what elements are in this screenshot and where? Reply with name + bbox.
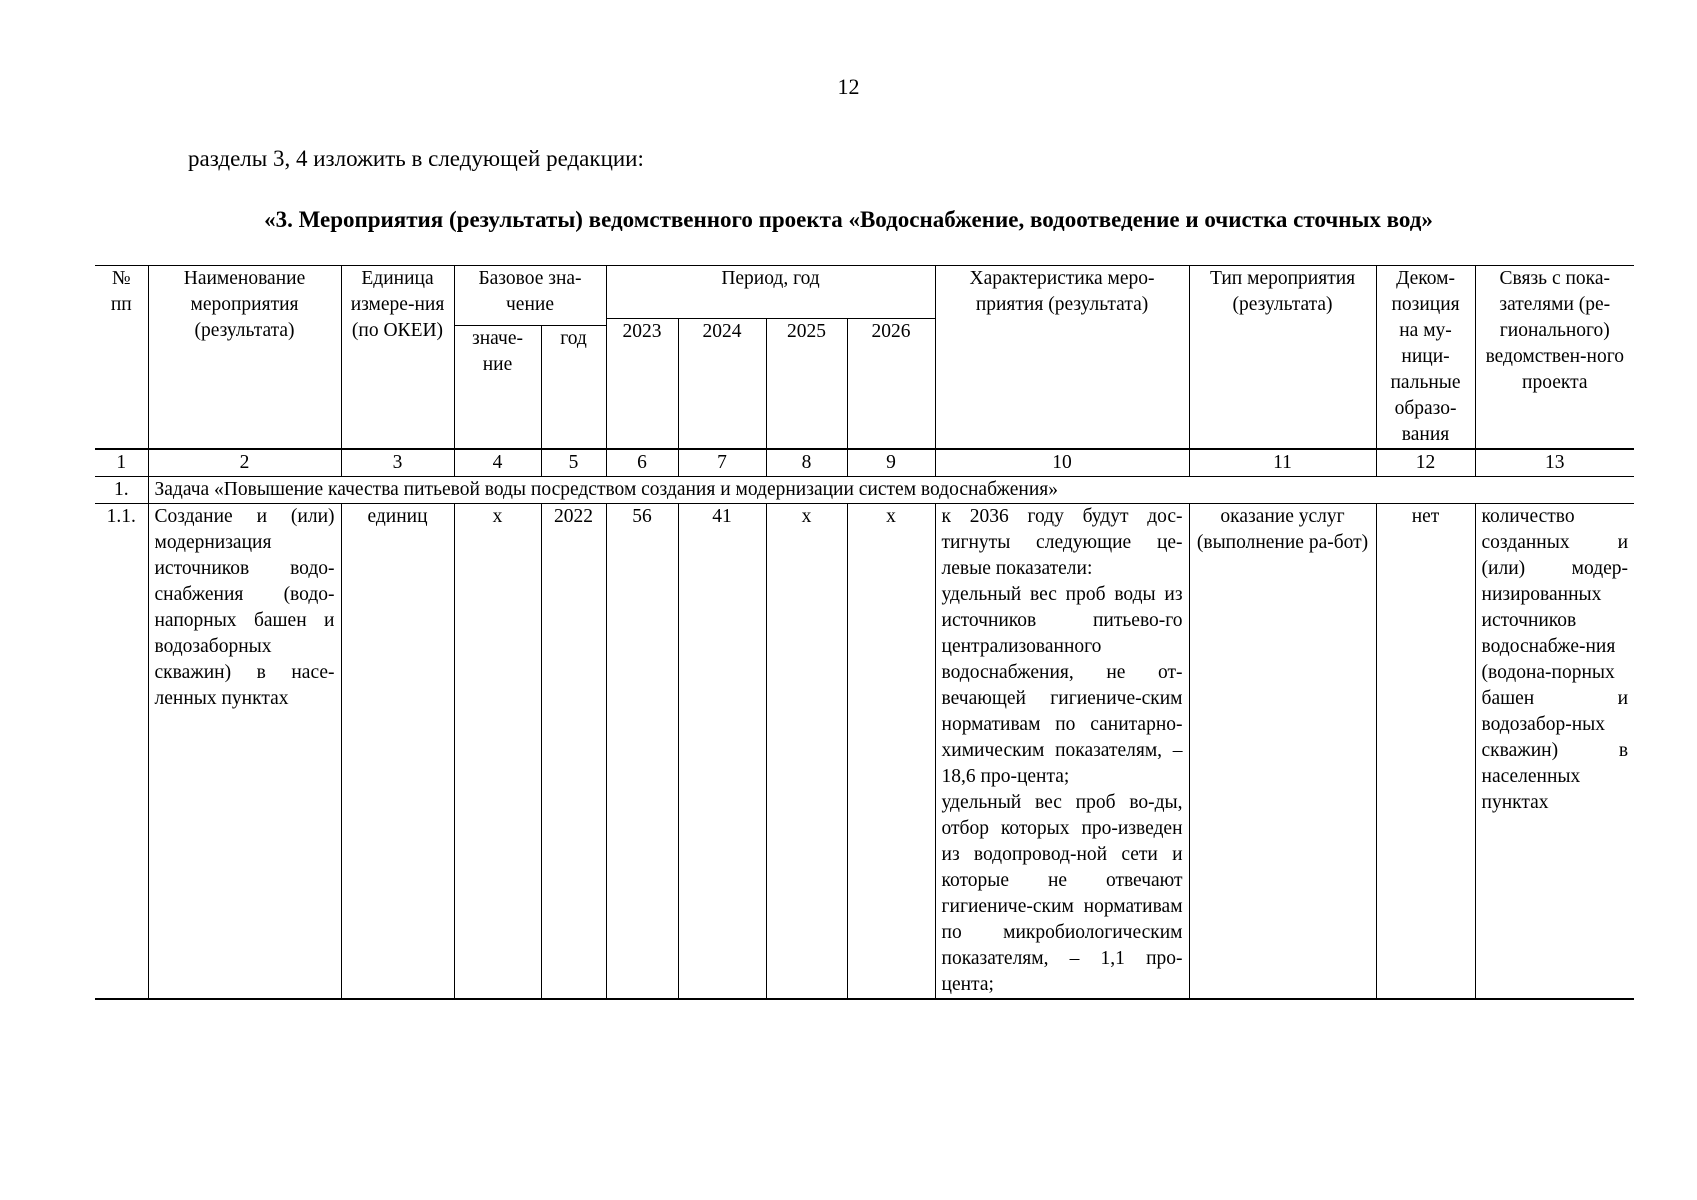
row-base-value: х bbox=[454, 504, 541, 1000]
column-number: 8 bbox=[766, 449, 847, 477]
header-period: Период, год bbox=[606, 266, 935, 319]
header-characteristic: Характеристика меро-приятия (результата) bbox=[935, 266, 1189, 450]
row-num: 1.1. bbox=[95, 504, 148, 1000]
header-type: Тип мероприятия (результата) bbox=[1189, 266, 1376, 450]
row-2025: х bbox=[766, 504, 847, 1000]
intro-text: разделы 3, 4 изложить в следующей редакции: bbox=[188, 146, 644, 171]
table-row bbox=[95, 504, 1634, 1000]
column-number: 11 bbox=[1189, 449, 1376, 477]
row-characteristic: к 2036 году будут дос-тигнуты следующие це-левые показатели: удельный вес проб воды из источников питьево-го централизованного водоснабжения, не от-вечающей гигиениче-ским нормативам по санитарно-химическим показателям, – 18,6 про-цента; удельный вес проб во-ды, отбор которых про-изведен из водопровод-ной сети и которые не отвечают гигиениче-ским нормативам по микробиологическим показателям, – 1,1 про-цента; bbox=[935, 504, 1189, 1000]
header-row-1 bbox=[95, 266, 1634, 319]
column-number: 3 bbox=[341, 449, 454, 477]
header-year-2025: 2025 bbox=[766, 318, 847, 449]
row-decomposition: нет bbox=[1376, 504, 1475, 1000]
header-num: № пп bbox=[95, 266, 148, 450]
column-number: 5 bbox=[541, 449, 606, 477]
page-number: 12 bbox=[837, 74, 860, 99]
column-numbers-row bbox=[95, 449, 1634, 477]
task-text: Задача «Повышение качества питьевой воды посредством создания и модернизации систем водоснабжения» bbox=[148, 477, 1634, 504]
header-link: Связь с пока-зателями (ре-гионального) ведомствен-ного проекта bbox=[1475, 266, 1634, 450]
task-row bbox=[95, 477, 1634, 504]
activities-table bbox=[95, 265, 1634, 1000]
row-name: Создание и (или) модернизация источников водо-снабжения (водо-напорных башен и водозаборных скважин) в насе-ленных пунктах bbox=[148, 504, 341, 1000]
task-num: 1. bbox=[95, 477, 148, 504]
column-number: 13 bbox=[1475, 449, 1634, 477]
header-base-spacer bbox=[454, 318, 606, 326]
header-year-2026: 2026 bbox=[847, 318, 935, 449]
header-base: Базовое зна-чение bbox=[454, 266, 606, 319]
header-decomposition: Деком-позиция на му-ници-пальные образо-вания bbox=[1376, 266, 1475, 450]
header-name: Наименование мероприятия (результата) bbox=[148, 266, 341, 450]
row-base-year: 2022 bbox=[541, 504, 606, 1000]
row-type: оказание услуг (выполнение ра-бот) bbox=[1189, 504, 1376, 1000]
column-number: 12 bbox=[1376, 449, 1475, 477]
section-heading: «3. Мероприятия (результаты) ведомственного проекта «Водоснабжение, водоотведение и очистка сточных вод» bbox=[264, 207, 1433, 232]
row-2024: 41 bbox=[678, 504, 766, 1000]
row-2026: х bbox=[847, 504, 935, 1000]
row-unit: единиц bbox=[341, 504, 454, 1000]
column-number: 4 bbox=[454, 449, 541, 477]
header-year-2023: 2023 bbox=[606, 318, 678, 449]
column-number: 9 bbox=[847, 449, 935, 477]
header-base-year: год bbox=[541, 326, 606, 450]
column-number: 10 bbox=[935, 449, 1189, 477]
column-number: 1 bbox=[95, 449, 148, 477]
header-base-value: значе-ние bbox=[454, 326, 541, 450]
row-2023: 56 bbox=[606, 504, 678, 1000]
row-link: количество созданных и (или) модер-низированных источников водоснабже-ния (водона-порных башен и водозабор-ных скважин) в населенных пунктах bbox=[1475, 504, 1634, 1000]
column-number: 6 bbox=[606, 449, 678, 477]
column-number: 2 bbox=[148, 449, 341, 477]
header-year-2024: 2024 bbox=[678, 318, 766, 449]
column-number: 7 bbox=[678, 449, 766, 477]
header-unit: Единица измере-ния (по ОКЕИ) bbox=[341, 266, 454, 450]
